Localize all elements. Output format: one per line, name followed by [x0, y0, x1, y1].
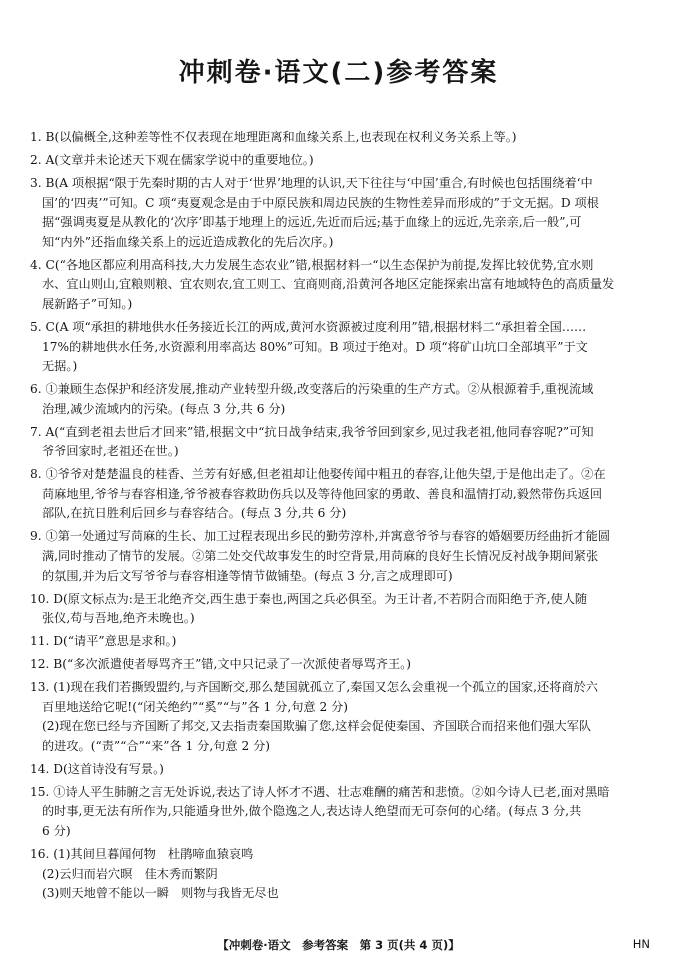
answer-line: 7. A(“直到老祖去世后才回来”错,根据文中“抗日战争结束,我爷爷回到家乡,见过我老祖,他同春容呢?”可知 — [30, 424, 594, 439]
answer-item-2 — [30, 151, 654, 171]
answer-line: 10. D(原文标点为:是王北绝齐交,西生患于秦也,两国之兵必俱至。为王计者,不若阴合而阳绝于齐,使人随 — [30, 591, 588, 606]
answer-item-8 — [30, 465, 654, 524]
answer-item-9 — [30, 527, 654, 586]
answer-item-14 — [30, 760, 654, 780]
answer-item-10 — [30, 590, 654, 629]
answer-line: 爷爷回家时,老祖还在世。) — [42, 444, 179, 459]
answer-line: 展新路子”可知。) — [42, 296, 133, 311]
answer-line: 6. ①兼顾生态保护和经济发展,推动产业转型升级,改变落后的污染重的生产方式。②从根源着手,重视流域 — [30, 382, 594, 397]
answer-line: 9. ①第一处通过写苘麻的生长、加工过程表现出乡民的勤劳淳朴,并寓意爷爷与春容的婚姻要历经曲折才能圆 — [30, 529, 611, 544]
answer-item-11 — [30, 632, 654, 652]
answer-item-16 — [30, 845, 654, 904]
answer-line: 12. B(“多次派遣使者辱骂齐王”错,文中只记录了一次派使者辱骂齐王。) — [30, 657, 412, 672]
answer-item-4 — [30, 256, 654, 315]
answer-line: 据“强调夷夏是从教化的‘次序’即基于地理上的远近,先近而后远;基于血缘上的远近,先亲亲,后一般”,可 — [42, 215, 582, 230]
answer-item-13 — [30, 678, 654, 756]
answer-item-12 — [30, 655, 654, 675]
answer-line: 11. D(“请平”意思是求和。) — [30, 634, 177, 649]
answer-list — [30, 128, 654, 907]
answer-line: 治理,减少流域内的污染。(每点 3 分,共 6 分) — [42, 401, 286, 416]
answer-line: 6 分) — [42, 824, 71, 839]
answer-line: (2)现在您已经与齐国断了邦交,又去指责秦国欺骗了您,这样会促使秦国、齐国联合而招来他们强大军队 — [42, 719, 592, 734]
answer-line: 张仪,苟与吾地,绝齐未晚也。) — [42, 611, 195, 626]
answer-line: (3)则天地曾不能以一瞬 则物与我皆无尽也 — [42, 886, 279, 901]
answer-line: 4. C(“各地区都应利用高科技,大力发展生态农业”错,根据材料一“以生态保护为前提,发挥比较优势,宜水则 — [30, 257, 594, 272]
answer-item-3 — [30, 174, 654, 252]
answer-line: 满,同时推动了情节的发展。②第二处交代故事发生的时空背景,用苘麻的良好生长情况反衬战争期间紧张 — [42, 549, 599, 563]
answer-line: 百里地送给它呢!(“闭关绝约”“奚”“与”各 1 分,句意 2 分) — [42, 699, 349, 714]
answer-line: (2)云归而岩穴暝 佳木秀而繁阴 — [42, 866, 218, 881]
answer-line: 16. (1)其间旦暮闻何物 杜鹃啼血猿哀鸣 — [30, 847, 254, 862]
footer-region-code: HN — [632, 937, 650, 951]
answer-line: 水、宜山则山,宜粮则粮、宜农则农,宜工则工、宜商则商,沿黄河各地区定能探索出富有地域特色的高质量发 — [42, 277, 615, 292]
answer-line: 知“内外”还指血缘关系上的远近造成教化的先后次序。) — [42, 234, 334, 249]
answer-line: 无据。) — [42, 359, 78, 374]
footer-page-info: 【冲刺卷·语文 参考答案 第 3 页(共 4 页)】 — [217, 938, 460, 952]
answer-line: 15. ①诗人平生肺腑之言无处诉说,表达了诗人怀才不遇、壮志难酬的痛苦和悲愤。②如今诗人已老,面对黑暗 — [30, 784, 610, 799]
answer-line: 的时事,更无法有所作为,只能遁身世外,做个隐逸之人,表达诗人绝望而无可奈何的心绪。(每点 3 分,共 — [42, 804, 582, 819]
answer-line: 8. ①爷爷对楚楚温良的桂香、兰芳有好感,但老祖却让他娶传闻中粗丑的春容,让他失望,于是他出走了。②在 — [30, 467, 606, 482]
answer-line: 苘麻地里,爷爷与春容相逢,爷爷被春容救助伤兵以及等待他回家的勇敢、善良和温情打动,毅然带伤兵返回 — [42, 486, 603, 501]
answer-item-15 — [30, 783, 654, 842]
answer-line: 14. D(这首诗没有写景。) — [30, 761, 164, 776]
page-title: 冲刺卷·语文(二)参考答案 — [178, 58, 499, 88]
answer-item-6 — [30, 380, 654, 419]
answer-line: 1. B(以偏概全,这种差等性不仅表现在地理距离和血缘关系上,也表现在权利义务关系上等。) — [30, 130, 517, 144]
answer-item-7 — [30, 423, 654, 462]
page-footer — [0, 937, 677, 957]
answer-line: 17%的耕地供水任务,水资源利用率高达 80%”可知。B 项过于绝对。D 项“将矿山坑口全部填平”于文 — [42, 339, 588, 354]
answer-line: 5. C(A 项“承担的耕地供水任务接近长江的两成,黄河水资源被过度利用”错,根据材料二“承担着全国…… — [30, 319, 587, 334]
answer-line: 3. B(A 项根据“限于先秦时期的古人对于‘世界’地理的认识,天下往往与‘中国’重合,有时候也包括围绕着‘中 — [30, 175, 593, 190]
answer-line: 13. (1)现在我们若撕毁盟约,与齐国断交,那么楚国就孤立了,秦国又怎么会重视一个孤立的国家,还将商於六 — [30, 680, 598, 695]
answer-item-1 — [30, 128, 654, 148]
answer-line: 2. A(文章并未论述天下观在儒家学说中的重要地位。) — [30, 152, 314, 167]
answer-line: 国’的‘四夷’”可知。C 项“夷夏观念是由于中原民族和周边民族的生物性差异而形成的”于文无据。D 项根 — [42, 195, 599, 210]
answer-line: 部队,在抗日胜利后回乡与春容结合。(每点 3 分,共 6 分) — [42, 506, 347, 521]
answer-line: 的进攻。(“责”“合”“来”各 1 分,句意 2 分) — [42, 738, 271, 753]
answer-line: 的氛围,并为后文写爷爷与春容相逢等情节做铺垫。(每点 3 分,言之成理即可) — [42, 568, 453, 583]
answer-item-5 — [30, 318, 654, 377]
